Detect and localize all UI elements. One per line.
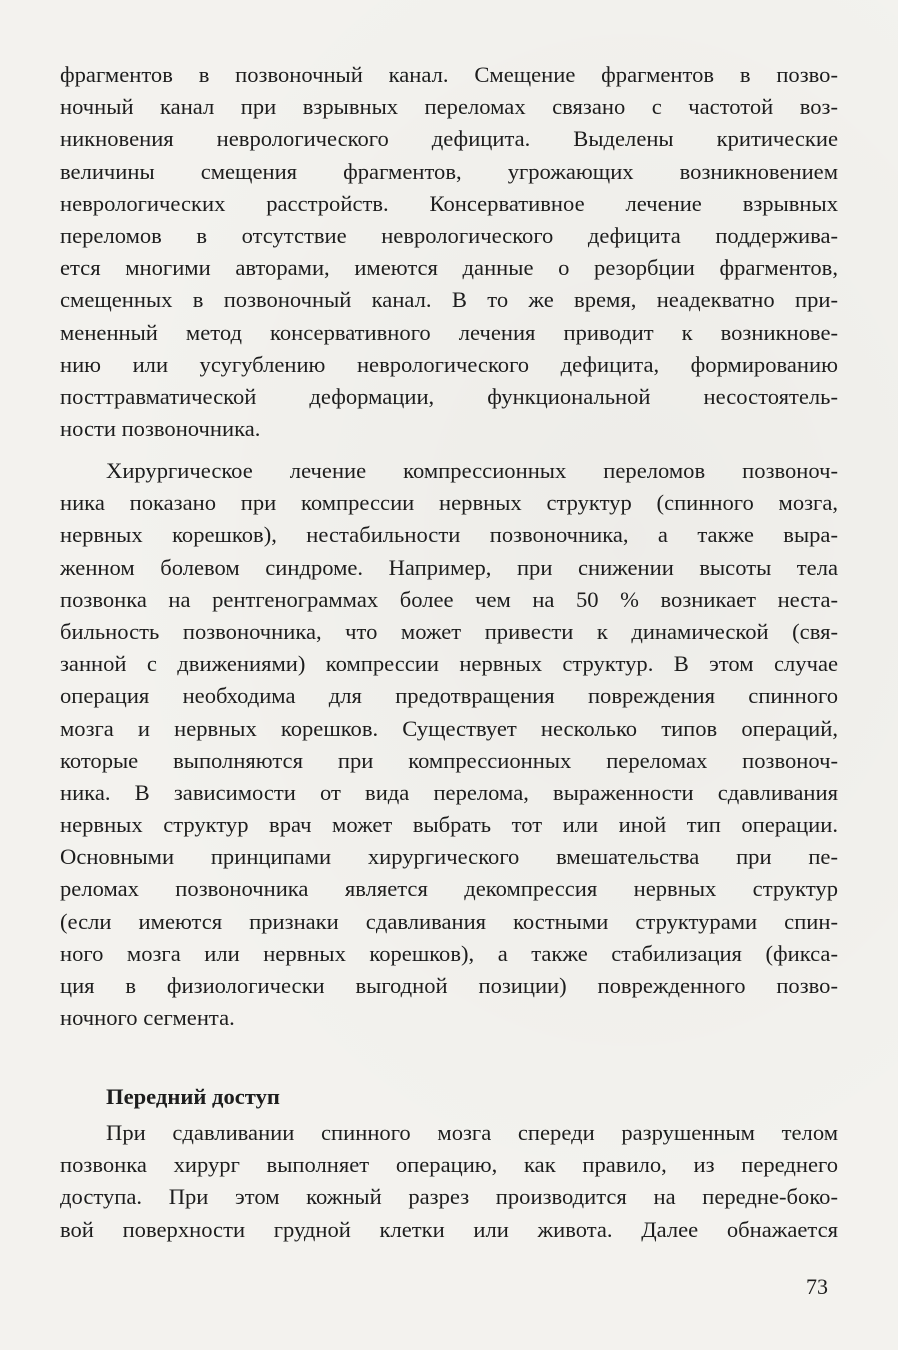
- text-line: позвонка на рентгенограммах более чем на 50 % возникает неста-: [60, 586, 838, 612]
- text-line: мозга и нервных корешков. Существует несколько типов операций,: [60, 715, 838, 741]
- section-heading: Передний доступ: [106, 1084, 280, 1109]
- text-line: бильность позвоночника, что может привести к динамической (свя-: [60, 618, 838, 644]
- page-number: 73: [806, 1274, 828, 1299]
- text-line: доступа. При этом кожный разрез производится на передне-боко-: [60, 1184, 838, 1210]
- paragraph-2: [60, 455, 838, 1034]
- text-line: вой поверхности грудной клетки или живота. Далее обнажается: [60, 1216, 838, 1242]
- text-line: неврологических расстройств. Консервативное лечение взрывных: [60, 190, 838, 216]
- text-line: занной с движениями) компрессии нервных структур. В этом случае: [60, 651, 838, 677]
- text-line: (если имеются признаки сдавливания костными структурами спин-: [60, 908, 838, 934]
- text-line: никновения неврологического дефицита. Выделены критические: [60, 126, 838, 152]
- text-line: ного мозга или нервных корешков), а также стабилизация (фикса-: [60, 940, 838, 966]
- text-line: ночный канал при взрывных переломах связано с частотой воз-: [60, 94, 838, 120]
- text-line: операция необходима для предотвращения повреждения спинного: [60, 683, 838, 709]
- text-line: ника показано при компрессии нервных структур (спинного мозга,: [60, 490, 838, 516]
- text-line: Основными принципами хирургического вмешательства при пе-: [60, 844, 838, 870]
- text-line: мененный метод консервативного лечения приводит к возникнове-: [60, 319, 838, 345]
- text-line: нервных корешков), нестабильности позвоночника, а также выра-: [60, 522, 838, 548]
- text-line: фрагментов в позвоночный канал. Смещение фрагментов в позво-: [60, 62, 838, 87]
- text-line: смещенных в позвоночный канал. В то же время, неадекватно при-: [60, 287, 838, 313]
- text-line: которые выполняются при компрессионных переломах позвоноч-: [60, 747, 838, 773]
- text-line: величины смещения фрагментов, угрожающих возникновением: [60, 158, 838, 184]
- text-line: переломов в отсутствие неврологического дефицита поддержива-: [60, 222, 838, 248]
- text-line: ция в физиологически выгодной позиции) поврежденного позво-: [60, 973, 838, 998]
- paragraph-1: [60, 59, 838, 445]
- text-line: нервных структур врач может выбрать тот или иной тип операции.: [60, 812, 838, 838]
- text-line: ется многими авторами, имеются данные о резорбции фрагментов,: [60, 255, 838, 281]
- text-line: При сдавливании спинного мозга спереди разрушенным телом: [106, 1120, 838, 1145]
- text-line: позвонка хирург выполняет операцию, как правило, из переднего: [60, 1152, 838, 1178]
- text-line: нию или усугублению неврологического дефицита, формированию: [60, 351, 838, 377]
- text-line: Хирургическое лечение компрессионных переломов позвоноч-: [106, 458, 838, 483]
- text-line: ночного сегмента.: [60, 1005, 235, 1031]
- text-line: ника. В зависимости от вида перелома, выраженности сдавливания: [60, 779, 838, 805]
- text-line: посттравматической деформации, функциональной несостоятель-: [60, 383, 838, 409]
- text-line: реломах позвоночника является декомпрессия нервных структур: [60, 876, 838, 902]
- paragraph-3: [60, 1117, 838, 1246]
- text-line: женном болевом синдроме. Например, при снижении высоты тела: [60, 554, 838, 580]
- text-line: ности позвоночника.: [60, 416, 261, 442]
